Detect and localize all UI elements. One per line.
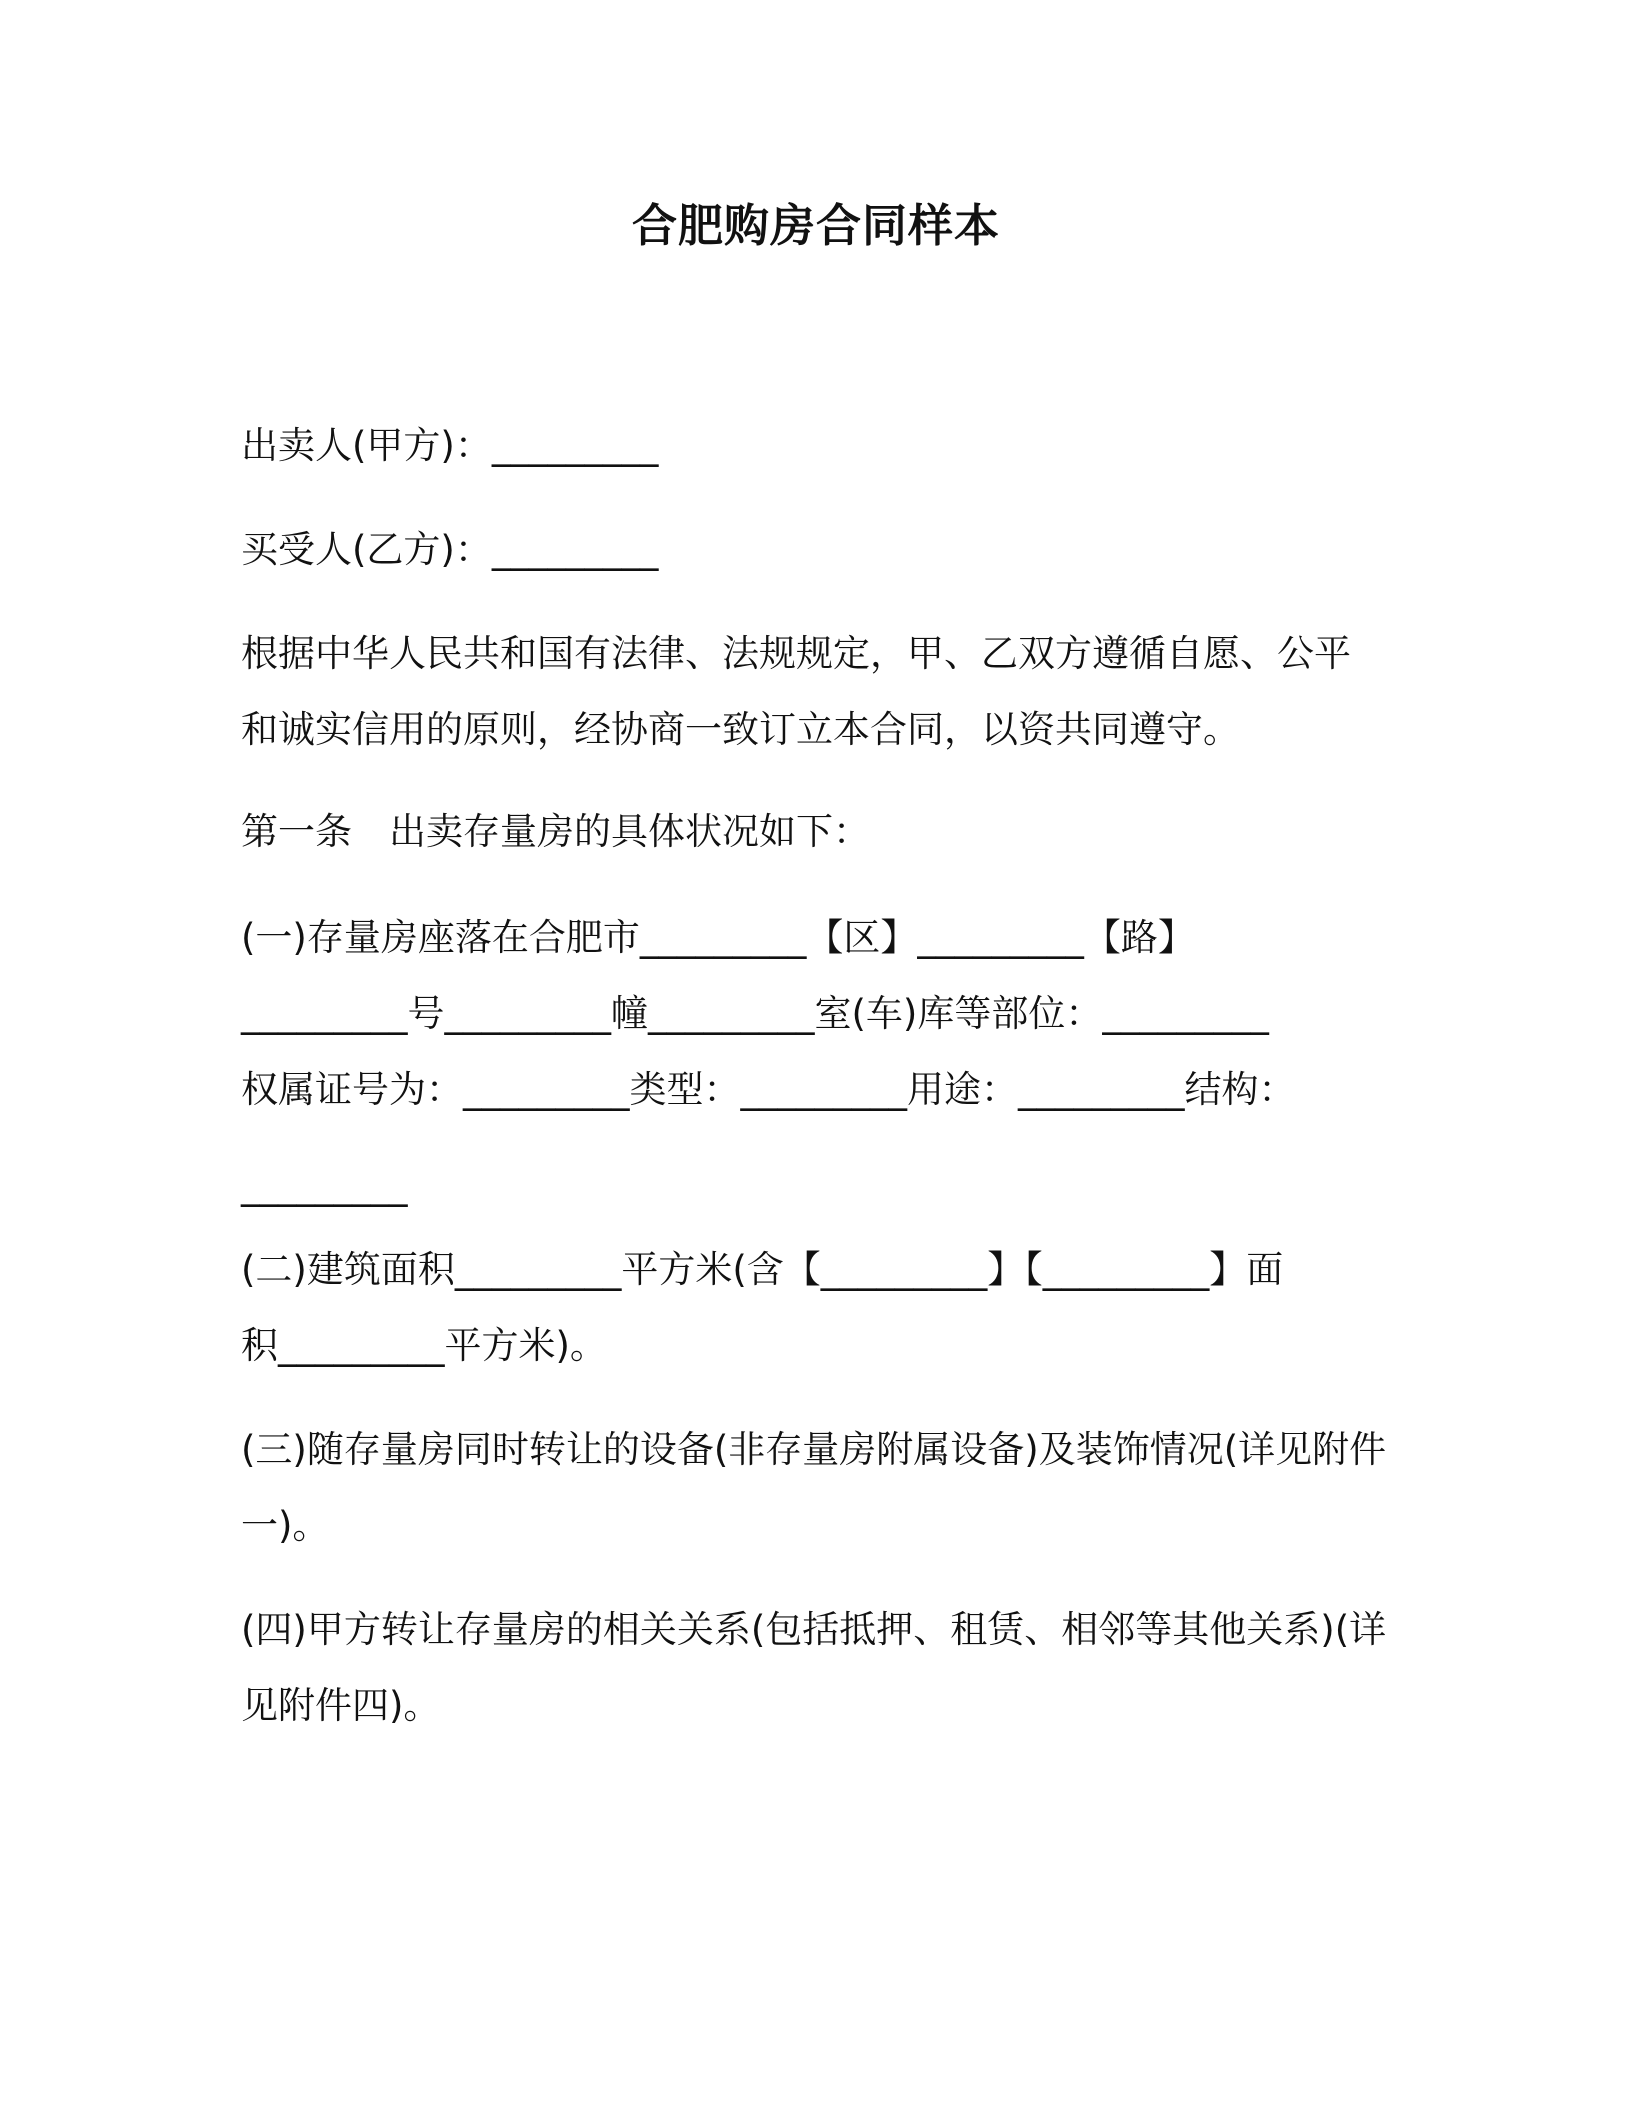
preamble-line-2: 和诚实信用的原则，经协商一致订立本合同，以资共同遵守。 xyxy=(241,708,1240,751)
clause-1-line-3: 权属证号为：_________类型：_________用途：_________结构： xyxy=(241,1068,1296,1111)
clause-1-line-2: _________号_________幢_________室(车)库等部位：_________ xyxy=(241,992,1269,1035)
clause-3-line-2: 一)。 xyxy=(241,1504,330,1547)
article-1-heading: 第一条 出卖存量房的具体状况如下： xyxy=(241,810,870,853)
preamble-line-1: 根据中华人民共和国有法律、法规规定，甲、乙双方遵循自愿、公平 xyxy=(241,632,1351,675)
seller-line: 出卖人(甲方)：_________ xyxy=(241,424,659,467)
clause-2-line-2: 积_________平方米)。 xyxy=(241,1324,607,1367)
clause-1-line-1: (一)存量房座落在合肥市_________【区】_________【路】 xyxy=(241,916,1195,959)
buyer-line: 买受人(乙方)：_________ xyxy=(241,528,659,571)
clause-4-line-2: 见附件四)。 xyxy=(241,1684,441,1727)
clause-1-line-4: _________ xyxy=(241,1164,408,1207)
clause-4-line-1: (四)甲方转让存量房的相关关系(包括抵押、租赁、相邻等其他关系)(详 xyxy=(241,1608,1387,1651)
clause-3-line-1: (三)随存量房同时转让的设备(非存量房附属设备)及装饰情况(详见附件 xyxy=(241,1428,1387,1471)
clause-2-line-1: (二)建筑面积_________平方米(含【_________】【_________】面 xyxy=(241,1248,1284,1291)
document-title: 合肥购房合同样本 xyxy=(631,199,1000,252)
